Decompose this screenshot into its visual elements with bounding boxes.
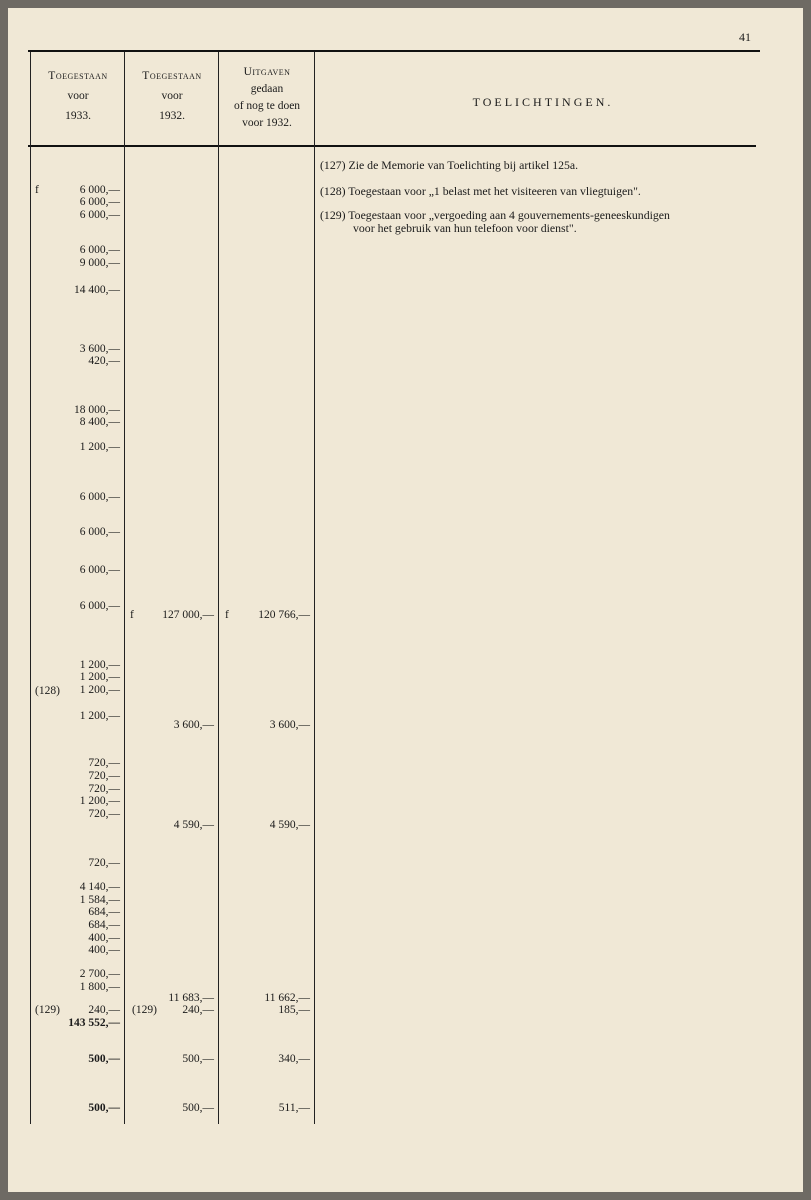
- page-number: 41: [739, 30, 751, 44]
- top-rule: [28, 50, 760, 52]
- col1-value: 684,—: [88, 906, 120, 918]
- col1-value: 4 140,—: [79, 881, 120, 893]
- note-127: (127) Zie de Memorie van Toelichting bij artikel 125a.: [320, 158, 579, 172]
- col3-value: 511,—: [278, 1102, 310, 1114]
- col1-value: 2 700,—: [79, 968, 120, 980]
- col2-value: 500,—: [182, 1053, 214, 1065]
- col3-value: 120 766,—: [258, 609, 310, 621]
- col1-total: 143 552,—: [68, 1017, 120, 1029]
- column-line: [30, 52, 31, 1124]
- col1-value: 6 000,—: [79, 196, 120, 208]
- col2-value: 3 600,—: [173, 719, 214, 731]
- col1-value: 720,—: [88, 770, 120, 782]
- note-ref-129: (129): [35, 1004, 60, 1016]
- col1-value: 8 400,—: [79, 416, 120, 428]
- col1-value: 1 200,—: [79, 710, 120, 722]
- col1-value: 14 400,—: [74, 284, 120, 296]
- col2-value: 4 590,—: [173, 819, 214, 831]
- col2-value: 240,—: [182, 1004, 214, 1016]
- header-toelichtingen: TOELICHTINGEN.: [472, 95, 614, 109]
- col1-value: 1 800,—: [79, 981, 120, 993]
- note-ref-129: (129): [132, 1004, 157, 1016]
- col1-value: 720,—: [88, 808, 120, 820]
- currency-symbol: f: [130, 609, 134, 621]
- col1-value: 6 000,—: [79, 209, 120, 221]
- col3-value: 3 600,—: [269, 719, 310, 731]
- column-line: [314, 52, 315, 1124]
- col1-value: 6 000,—: [79, 491, 120, 503]
- col1-value: 6 000,—: [79, 600, 120, 612]
- col1-value: 1 200,—: [79, 795, 120, 807]
- col1-value: 720,—: [88, 857, 120, 869]
- col1-value: 6 000,—: [79, 526, 120, 538]
- col3-value: 4 590,—: [269, 819, 310, 831]
- col3-value: 11 662,—: [264, 992, 310, 1004]
- col1-value: 6 000,—: [79, 564, 120, 576]
- col2-value: 127 000,—: [162, 609, 214, 621]
- col1-value: 1 200,—: [79, 671, 120, 683]
- col1-value: 18 000,—: [74, 404, 120, 416]
- col1-value: 9 000,—: [79, 257, 120, 269]
- col1-value: 400,—: [88, 932, 120, 944]
- col1-value: 3 600,—: [79, 343, 120, 355]
- col1-subtotal: 500,—: [88, 1053, 120, 1065]
- header-toegestaan-1932: Toegestaan voor 1932.: [142, 70, 202, 122]
- col3-value: 185,—: [278, 1004, 310, 1016]
- document-page: [8, 8, 803, 1192]
- col1-value: 420,—: [88, 355, 120, 367]
- note-ref-128: (128): [35, 685, 60, 697]
- col1-value: 720,—: [88, 757, 120, 769]
- header-rule: [28, 145, 756, 147]
- header-uitgaven: Uitgaven gedaan of nog te doen voor 1932.: [233, 66, 301, 129]
- note-129: (129) Toegestaan voor „vergoeding aan 4 gouvernements-geneeskundigen: [320, 208, 670, 222]
- col2-value: 500,—: [182, 1102, 214, 1114]
- currency-symbol: f: [225, 609, 229, 621]
- col2-value: 11 683,—: [168, 992, 214, 1004]
- note-129-continued: voor het gebruik van hun telefoon voor dienst".: [353, 221, 577, 235]
- currency-symbol: f: [35, 184, 39, 196]
- column-line: [124, 52, 125, 1124]
- col1-value: 720,—: [88, 783, 120, 795]
- col1-value: 240,—: [88, 1004, 120, 1016]
- col1-value: 1 200,—: [79, 659, 120, 671]
- col1-value: 1 200,—: [79, 684, 120, 696]
- col1-value: 684,—: [88, 919, 120, 931]
- col1-value: 6 000,—: [79, 184, 120, 196]
- col1-value: 1 200,—: [79, 441, 120, 453]
- header-toegestaan-1933: Toegestaan voor 1933.: [48, 70, 108, 122]
- col1-value: 400,—: [88, 944, 120, 956]
- col1-value: 1 584,—: [79, 894, 120, 906]
- col1-value: 6 000,—: [79, 244, 120, 256]
- note-128: (128) Toegestaan voor „1 belast met het visiteeren van vliegtuigen".: [320, 184, 641, 198]
- column-line: [218, 52, 219, 1124]
- col1-subtotal: 500,—: [88, 1102, 120, 1114]
- col3-value: 340,—: [278, 1053, 310, 1065]
